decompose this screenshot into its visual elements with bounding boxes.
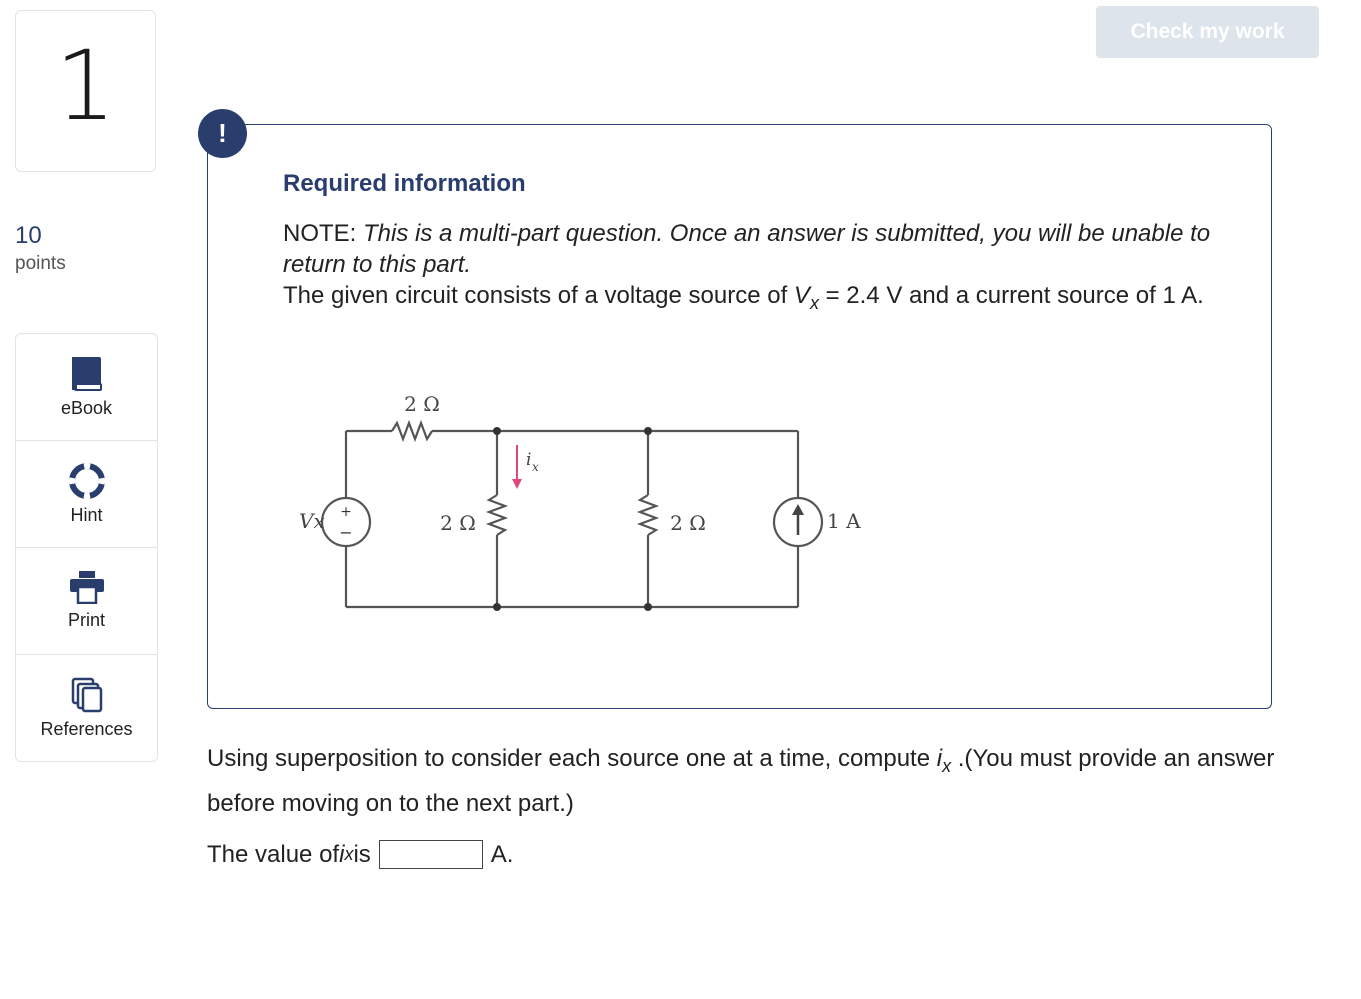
print-label: Print <box>67 610 105 630</box>
circuit-desc-2: = 2.4 V and a current source of 1 A. <box>818 282 1204 309</box>
references-button[interactable] <box>16 655 157 762</box>
current-arrow-head <box>792 504 804 515</box>
ix-sub: x <box>532 460 539 474</box>
ebook-button[interactable] <box>16 334 157 441</box>
minus-sign: − <box>339 523 353 542</box>
note-text <box>283 218 1223 319</box>
junction-dot <box>493 427 501 435</box>
book-icon <box>70 356 104 392</box>
resistor-shunt-1 <box>489 495 505 535</box>
is-label: 1 A <box>827 509 861 533</box>
points-value: 10 <box>15 222 42 249</box>
print-button[interactable] <box>16 548 157 655</box>
note-italic: This is a multi-part question. Once an answer is submitted, you will be unable to return to this part. <box>283 220 1211 278</box>
note-prefix: NOTE: <box>283 220 364 247</box>
lifebuoy-icon <box>69 463 105 499</box>
required-info-title: Required information <box>283 170 526 197</box>
plus-sign: + <box>340 504 352 520</box>
answer-input[interactable] <box>379 840 483 869</box>
vx-variable: V <box>793 282 810 309</box>
vs-label: Vx <box>299 509 325 533</box>
answer-prefix: The value of <box>207 840 340 868</box>
question-prompt <box>207 740 1327 823</box>
vx-subscript: x <box>809 292 819 313</box>
junction-dot <box>644 603 652 611</box>
circuit-desc-1: The given circuit consists of a voltage source of <box>283 282 794 309</box>
r2-label: 2 Ω <box>440 511 476 535</box>
printer-icon <box>69 570 105 604</box>
resistor-series <box>392 423 432 439</box>
ix-var: i <box>526 450 532 470</box>
hint-label: Hint <box>70 505 103 525</box>
references-label: References <box>40 719 133 739</box>
answer-middle: is <box>353 840 371 868</box>
prompt-ix-sub: x <box>942 755 952 776</box>
junction-dot <box>644 427 652 435</box>
answer-line <box>207 840 513 869</box>
junction-dot <box>493 603 501 611</box>
prompt-ix-var: i <box>936 745 943 772</box>
ebook-label: eBook <box>60 398 113 418</box>
alert-icon: ! <box>198 109 247 158</box>
hint-button[interactable] <box>16 441 157 548</box>
points-label: points <box>15 253 66 274</box>
circuit-diagram <box>280 385 900 625</box>
answer-unit: A. <box>490 840 514 868</box>
prompt-text-1: Using superposition to consider each source one at a time, compute <box>207 745 937 772</box>
question-number: 1 <box>15 10 156 172</box>
prompt-text-2: .(You must provide an answer before moving on to the next part.) <box>207 745 1275 817</box>
answer-ix-sub: x <box>344 844 354 864</box>
resistor-shunt-2 <box>640 495 656 535</box>
r3-label: 2 Ω <box>670 511 706 535</box>
answer-ix-var: i <box>339 840 345 868</box>
ix-arrow-head <box>512 479 522 489</box>
tools-panel <box>15 333 158 762</box>
check-my-work-button[interactable]: Check my work <box>1096 6 1319 58</box>
documents-icon <box>70 677 104 713</box>
points <box>15 222 66 278</box>
r1-label: 2 Ω <box>404 392 440 416</box>
